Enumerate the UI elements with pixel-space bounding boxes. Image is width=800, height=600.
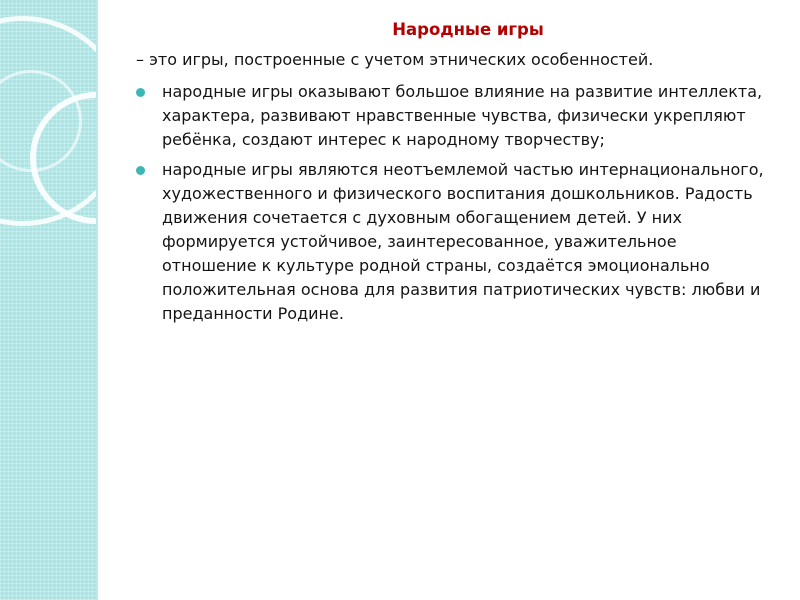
decorative-side-panel: [0, 0, 96, 600]
bullet-dot-icon: [136, 88, 145, 97]
side-panel-edge: [96, 0, 98, 600]
bullet-text: народные игры оказывают большое влияние на развитие интеллекта, характера, развивают нравственные чувства, физически укрепляют ребёнка, создают интерес к народному творчеству;: [162, 82, 763, 149]
bullet-item: [136, 158, 776, 326]
bullet-text: народные игры являются неотъемлемой частью интернационального, художественного и физического воспитания дошкольников. Радость движения сочетается с духовным обогащением детей. У них формируется устойчивое, заинтересованное, уважительное отношение к культуре родной страны, создаётся эмоционально положительная основа для развития патриотических чувств: любви и преданности Родине.: [162, 160, 764, 323]
slide-content: [136, 18, 776, 332]
slide-title: Народные игры: [392, 20, 544, 39]
bullet-dot-icon: [136, 166, 145, 175]
bullet-list: [136, 80, 776, 326]
bullet-item: [136, 80, 776, 152]
definition-text: – это игры, построенные с учетом этнических особенностей.: [136, 50, 654, 69]
